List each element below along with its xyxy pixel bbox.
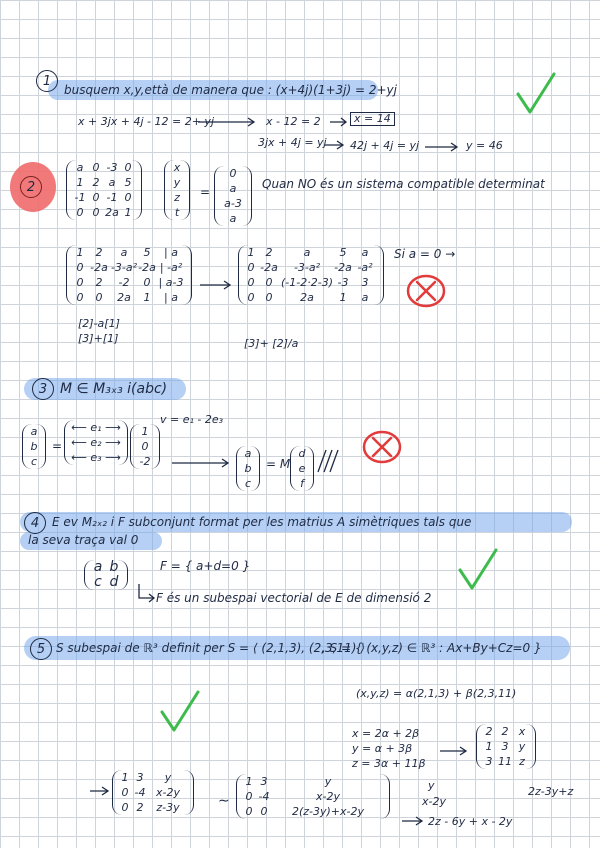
ex2-matrix-a — [66, 160, 142, 220]
ex1-result-y: y = 46 — [466, 139, 503, 152]
ex2-matrix-a-cell-3-2: 2a — [105, 206, 119, 219]
ex2-vars-cell-2-0: z — [174, 191, 180, 204]
ex2-aug1-cell-1-3: -2a — [138, 261, 156, 274]
ex2-aug2-cell-3-3: 1 — [339, 291, 347, 304]
ex5-aug-b-cell-1-1: -4 — [134, 786, 146, 799]
ex5-aug-c-cell-2-0: 0 — [245, 805, 253, 818]
ex4-def: F = { a+d=0 } — [160, 559, 251, 573]
ex2-matrix-a-cell-2-3: 0 — [124, 191, 132, 204]
scribble-icon — [316, 448, 340, 474]
ex1-step2b: 3jx + 4j = yj — [258, 136, 327, 149]
ex3-lhs-cell-2-0: c — [30, 455, 38, 468]
ex3-title: M ∈ M₃ₓ₃ i(abc) — [60, 381, 168, 397]
ex3-v-note: v = e₁ - 2e₃ — [160, 413, 224, 426]
ex2-rhs-cell-0-0: 0 — [229, 167, 237, 180]
ex5-aug-b-cell-1-2: x-2y — [156, 786, 180, 799]
ex2-rhs — [214, 166, 252, 226]
ex3-result-vector — [290, 446, 314, 491]
ex2-matrix-a-cell-1-1: 2 — [92, 176, 100, 189]
ex3-rows-cell-1-0: ⟵ e₂ ⟶ — [71, 436, 121, 449]
arrow-right-icon — [325, 140, 347, 150]
ex5-alt: , S = { (x,y,z) ∈ ℝ³ : Ax+By+Cz=0 } — [322, 641, 542, 655]
ex2-aug2-cell-0-4: a — [361, 246, 369, 259]
ex5-aug-a-cell-1-0: 1 — [485, 740, 493, 753]
ex5-aug-b-cell-2-2: z-3y — [156, 801, 180, 814]
ex2-aug1-cell-0-4: | a — [164, 246, 178, 259]
ex2-aug1-cell-0-2: a — [120, 246, 128, 259]
ex5-aug-c-cell-2-2: 2(z-3y)+x-2y — [291, 805, 365, 818]
ex1-step1: x + 3jx + 4j - 12 = 2+ yj — [78, 115, 214, 128]
ex1-step3: 42j + 4j = yj — [350, 139, 420, 152]
ex5-number: 5 — [30, 638, 52, 660]
ex2-matrix-a-cell-0-3: 0 — [124, 161, 132, 174]
ex5-param: (x,y,z) = α(2,1,3) + β(2,3,11) — [356, 687, 517, 700]
ex2-aug1-cell-3-3: 1 — [143, 291, 151, 304]
ex2-aug2-cell-3-4: a — [361, 291, 369, 304]
ex5-aug-a-cell-2-0: 3 — [485, 755, 493, 768]
ex5-aug-b-cell-0-1: 3 — [136, 771, 144, 784]
ex5-augmented-c — [236, 774, 390, 819]
ex2-comment: Quan NO és un sistema compatible determinat — [262, 177, 545, 191]
ex2-vars-cell-1-0: y — [173, 176, 181, 189]
wrong-icon — [362, 430, 402, 464]
ex3-lhs — [22, 424, 46, 469]
arrow-right-icon — [440, 746, 470, 756]
ex2-matrix-a-cell-0-2: -3 — [106, 161, 118, 174]
ex3-vec-cell-1-0: 0 — [141, 440, 149, 453]
equals-sign: = — [52, 439, 63, 453]
ex2-matrix-a-cell-1-3: 5 — [124, 176, 132, 189]
ex3-result: = M — [266, 457, 291, 471]
arrow-right-icon — [200, 280, 234, 290]
ex2-rhs-cell-3-0: a — [229, 212, 237, 225]
ex2-matrix-a-cell-3-3: 1 — [124, 206, 132, 219]
ex2-aug2-cell-0-3: 5 — [339, 246, 347, 259]
ex2-matrix-a-cell-2-1: 0 — [92, 191, 100, 204]
checkmark-icon — [160, 690, 200, 734]
ex3-lhs2-cell-2-0: c — [244, 477, 252, 490]
ex5-aug-a-cell-0-0: 2 — [485, 725, 493, 738]
ex2-aug1-cell-2-1: 2 — [95, 276, 103, 289]
ex2-aug2-cell-1-0: 0 — [247, 261, 255, 274]
ex2-aug2-cell-1-3: -2a — [334, 261, 352, 274]
ex2-aug1-cell-1-1: -2a — [90, 261, 108, 274]
ex3-rows-cell-0-0: ⟵ e₁ ⟶ — [71, 421, 121, 434]
ex5-aug-a-cell-2-1: 11 — [498, 755, 512, 768]
ex5-tail-0: y — [428, 779, 435, 792]
ex5-aug-c-cell-0-1: 3 — [260, 775, 268, 788]
arrow-right-icon — [172, 458, 232, 468]
ex3-vec-cell-0-0: 1 — [141, 425, 149, 438]
ex4-matrix-cell-1-0: c — [94, 574, 102, 590]
ex2-aug2-cell-3-0: 0 — [247, 291, 255, 304]
ex5-aug-a-cell-0-1: 2 — [501, 725, 509, 738]
ex2-aug2-cell-2-3: -3 — [337, 276, 349, 289]
hook-arrow-icon — [136, 584, 156, 606]
ex3-lhs-cell-0-0: a — [30, 425, 38, 438]
ex2-matrix-a-cell-3-1: 0 — [92, 206, 100, 219]
ex2-ops2: [3]+ [2]/a — [244, 337, 299, 350]
ex5-augmented-a — [476, 724, 536, 769]
ex5-aug-b-cell-2-0: 0 — [121, 801, 129, 814]
ex5-aug-c-cell-1-1: -4 — [258, 790, 270, 803]
checkmark-icon — [516, 72, 556, 116]
ex3-vec-cell-2-0: -2 — [139, 455, 151, 468]
ex1-result-x: x = 14 — [350, 112, 395, 126]
ex3-lhs2-cell-1-0: b — [244, 462, 252, 475]
ex2-aug2-cell-1-4: -a² — [357, 261, 373, 274]
ex2-vars — [164, 160, 190, 220]
ex2-aug2-cell-3-1: 0 — [265, 291, 273, 304]
ex5-sys-1: y = α + 3β — [352, 742, 413, 755]
ex5-sys-0: x = 2α + 2β — [352, 727, 420, 740]
wrong-icon — [406, 274, 446, 308]
ex2-aug2-cell-1-2: -3-a² — [293, 261, 321, 274]
ex4-number: 4 — [24, 512, 46, 534]
ex2-vars-cell-0-0: x — [173, 161, 181, 174]
ex2-aug1-cell-2-4: | a-3 — [158, 276, 184, 289]
ex5-tail-1: x-2y — [422, 795, 446, 808]
ex2-aug1-cell-1-2: -3-a² — [110, 261, 138, 274]
ex1-title: busquem x,y,ettà de manera que : (x+4j)(1+3j) = 2+yj — [64, 83, 397, 97]
ex4-matrix — [84, 560, 128, 590]
ex5-title: S subespai de ℝ³ definit per S = ⟨ (2,1,3), (2,3,11) ⟩ — [56, 641, 365, 655]
ex5-aug-a-cell-1-1: 3 — [501, 740, 509, 753]
ex2-aug1-cell-1-4: | -a² — [159, 261, 183, 274]
ex4-line1: E ev M₂ₓ₂ i F subconjunt format per les matrius A simètriques tals que — [52, 515, 472, 529]
ex3-res-cell-1-0: e — [298, 462, 306, 475]
ex2-aug2-cell-2-2: (-1-2·2-3) — [281, 276, 333, 289]
ex5-aug-b-cell-0-0: 1 — [121, 771, 129, 784]
ex2-matrix-a-cell-3-0: 0 — [76, 206, 84, 219]
ex5-aug-c-cell-1-2: x-2y — [316, 790, 340, 803]
ex2-aug1-cell-0-0: 1 — [76, 246, 84, 259]
ex5-tail-3: 2z - 6y + x - 2y — [428, 815, 513, 828]
ex2-aug1-cell-3-2: 2a — [117, 291, 131, 304]
arrow-right-icon — [402, 816, 426, 826]
ex2-aug2-cell-1-1: -2a — [260, 261, 278, 274]
ex5-aug-b-cell-1-0: 0 — [121, 786, 129, 799]
ex5-sys-2: z = 3α + 11β — [352, 757, 426, 770]
checkmark-icon — [458, 548, 498, 592]
ex2-aug1-cell-3-0: 0 — [76, 291, 84, 304]
arrow-right-icon — [425, 142, 461, 152]
ex2-rhs-cell-2-0: a-3 — [224, 197, 242, 210]
ex5-augmented-b — [112, 770, 194, 815]
ex2-augmented-2 — [238, 245, 384, 305]
ex2-aug1-cell-2-2: -2 — [118, 276, 130, 289]
ex3-res-cell-0-0: d — [298, 447, 306, 460]
ex2-aug2-cell-0-1: 2 — [265, 246, 273, 259]
ex5-aug-a-cell-2-2: z — [519, 755, 525, 768]
ex5-aug-b-cell-2-1: 2 — [136, 801, 144, 814]
ex2-augmented-1 — [66, 245, 192, 305]
ex5-tail-2: 2z-3y+z — [528, 785, 574, 798]
ex2-aug2-cell-3-2: 2a — [300, 291, 314, 304]
ex2-aug1-cell-2-0: 0 — [76, 276, 84, 289]
ex5-aug-c-cell-0-0: 1 — [245, 775, 253, 788]
ex2-ops1b: [3]+[1] — [78, 332, 119, 345]
ex2-aug1-cell-1-0: 0 — [76, 261, 84, 274]
ex1-number: 1 — [36, 70, 58, 92]
ex2-vars-cell-3-0: t — [174, 206, 180, 219]
ex2-matrix-a-cell-2-0: -1 — [74, 191, 86, 204]
ex4-matrix-cell-1-1: d — [109, 574, 119, 590]
ex1-step2a: x - 12 = 2 — [266, 115, 321, 128]
ex2-aug2-cell-2-4: 3 — [361, 276, 369, 289]
ex2-aug1-cell-0-3: 5 — [143, 246, 151, 259]
ex2-matrix-a-cell-1-0: 1 — [76, 176, 84, 189]
ex2-aug1-cell-3-4: | a — [164, 291, 178, 304]
ex2-matrix-a-cell-1-2: a — [108, 176, 116, 189]
ex3-result-lhs — [236, 446, 260, 491]
ex5-aug-c-cell-2-1: 0 — [260, 805, 268, 818]
ex2-aug1-cell-3-1: 0 — [95, 291, 103, 304]
ex2-number: 2 — [20, 176, 42, 198]
ex3-number: 3 — [32, 378, 54, 400]
ex2-case: Si a = 0 → — [394, 247, 456, 261]
ex2-matrix-a-cell-0-1: 0 — [92, 161, 100, 174]
ex3-lhs-cell-1-0: b — [30, 440, 38, 453]
ex2-aug2-cell-0-0: 1 — [247, 246, 255, 259]
ex3-res-cell-2-0: f — [300, 477, 304, 490]
ex3-lhs2-cell-0-0: a — [244, 447, 252, 460]
equals-sign: = — [200, 185, 211, 199]
ex5-aug-c-cell-1-0: 0 — [245, 790, 253, 803]
ex2-aug1-cell-2-3: 0 — [143, 276, 151, 289]
ex4-matrix-cell-0-1: b — [109, 559, 119, 575]
ex2-matrix-a-cell-0-0: a — [76, 161, 84, 174]
ex2-rhs-cell-1-0: a — [229, 182, 237, 195]
ex4-conclusion: F és un subespai vectorial de E de dimensió 2 — [156, 591, 432, 605]
ex2-aug1-cell-0-1: 2 — [95, 246, 103, 259]
ex2-aug2-cell-0-2: a — [303, 246, 311, 259]
ex5-aug-a-cell-0-2: x — [518, 725, 526, 738]
arrow-right-icon — [90, 786, 112, 796]
ex3-rows-cell-2-0: ⟵ e₃ ⟶ — [71, 451, 121, 464]
ex2-matrix-a-cell-2-2: -1 — [106, 191, 118, 204]
ex5-aug-c-cell-0-2: y — [324, 775, 332, 788]
ex2-aug2-cell-2-1: 0 — [265, 276, 273, 289]
ex4-line2: la seva traça val 0 — [28, 533, 139, 547]
ex2-aug2-cell-2-0: 0 — [247, 276, 255, 289]
ex5-aug-a-cell-1-2: y — [518, 740, 526, 753]
ex3-rows-matrix — [64, 420, 128, 465]
arrow-right-icon — [330, 117, 350, 127]
ex4-matrix-cell-0-0: a — [93, 559, 103, 575]
equivalence-sign: ∼ — [218, 793, 230, 809]
ex3-vector — [130, 424, 160, 469]
ex5-aug-b-cell-0-2: y — [164, 771, 172, 784]
ex2-ops1a: [2]-a[1] — [78, 317, 120, 330]
arrow-right-icon — [198, 117, 258, 127]
